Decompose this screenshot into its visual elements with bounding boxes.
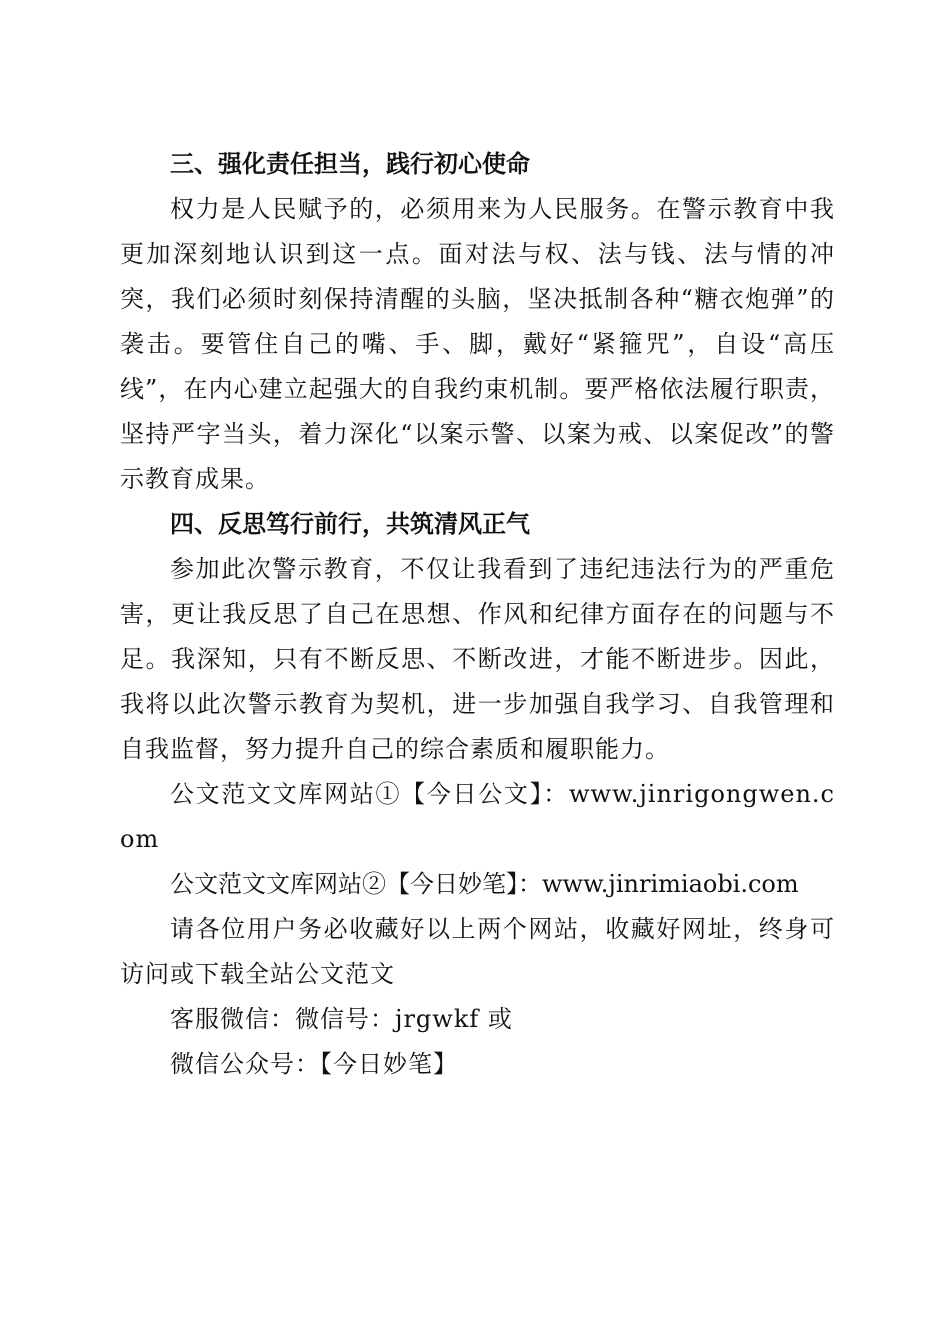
section-4-heading: 四、反思笃行前行，共筑清风正气 — [170, 510, 530, 538]
footer-site-2: 公文范文文库网站②【今日妙笔】：www.jinrimiaobi.com — [170, 870, 799, 898]
footer-official-account: 微信公众号：【今日妙笔】 — [170, 1050, 458, 1078]
section-4-body: 参加此次警示教育，不仅让我看到了违纪违法行为的严重危害，更让我反思了自己在思想、作风和纪律方面存在的问题与不足。我深知，只有不断反思、不断改进，才能不断进步。因此，我将以此次警示教育为契机，进一步加强自我学习、自我管理和自我监督，努力提升自己的综合素质和履职能力。 — [120, 555, 835, 763]
footer-wechat: 客服微信：微信号：jrgwkf 或 — [170, 1005, 513, 1033]
document-page — [120, 142, 835, 1087]
footer-site-1: 公文范文文库网站①【今日公文】：www.jinrigongwen.com — [120, 780, 835, 853]
section-3-heading: 三、强化责任担当，践行初心使命 — [170, 150, 530, 178]
section-3-body: 权力是人民赋予的，必须用来为人民服务。在警示教育中我更加深刻地认识到这一点。面对法与权、法与钱、法与情的冲突，我们必须时刻保持清醒的头脑，坚决抵制各种“糖衣炮弹”的袭击。要管住自己的嘴、手、脚，戴好“紧箍咒”，自设“高压线”，在内心建立起强大的自我约束机制。要严格依法履行职责，坚持严字当头，着力深化“以案示警、以案为戒、以案促改”的警示教育成果。 — [120, 195, 835, 493]
footer-notice: 请各位用户务必收藏好以上两个网站，收藏好网址，终身可访问或下载全站公文范文 — [120, 915, 835, 988]
